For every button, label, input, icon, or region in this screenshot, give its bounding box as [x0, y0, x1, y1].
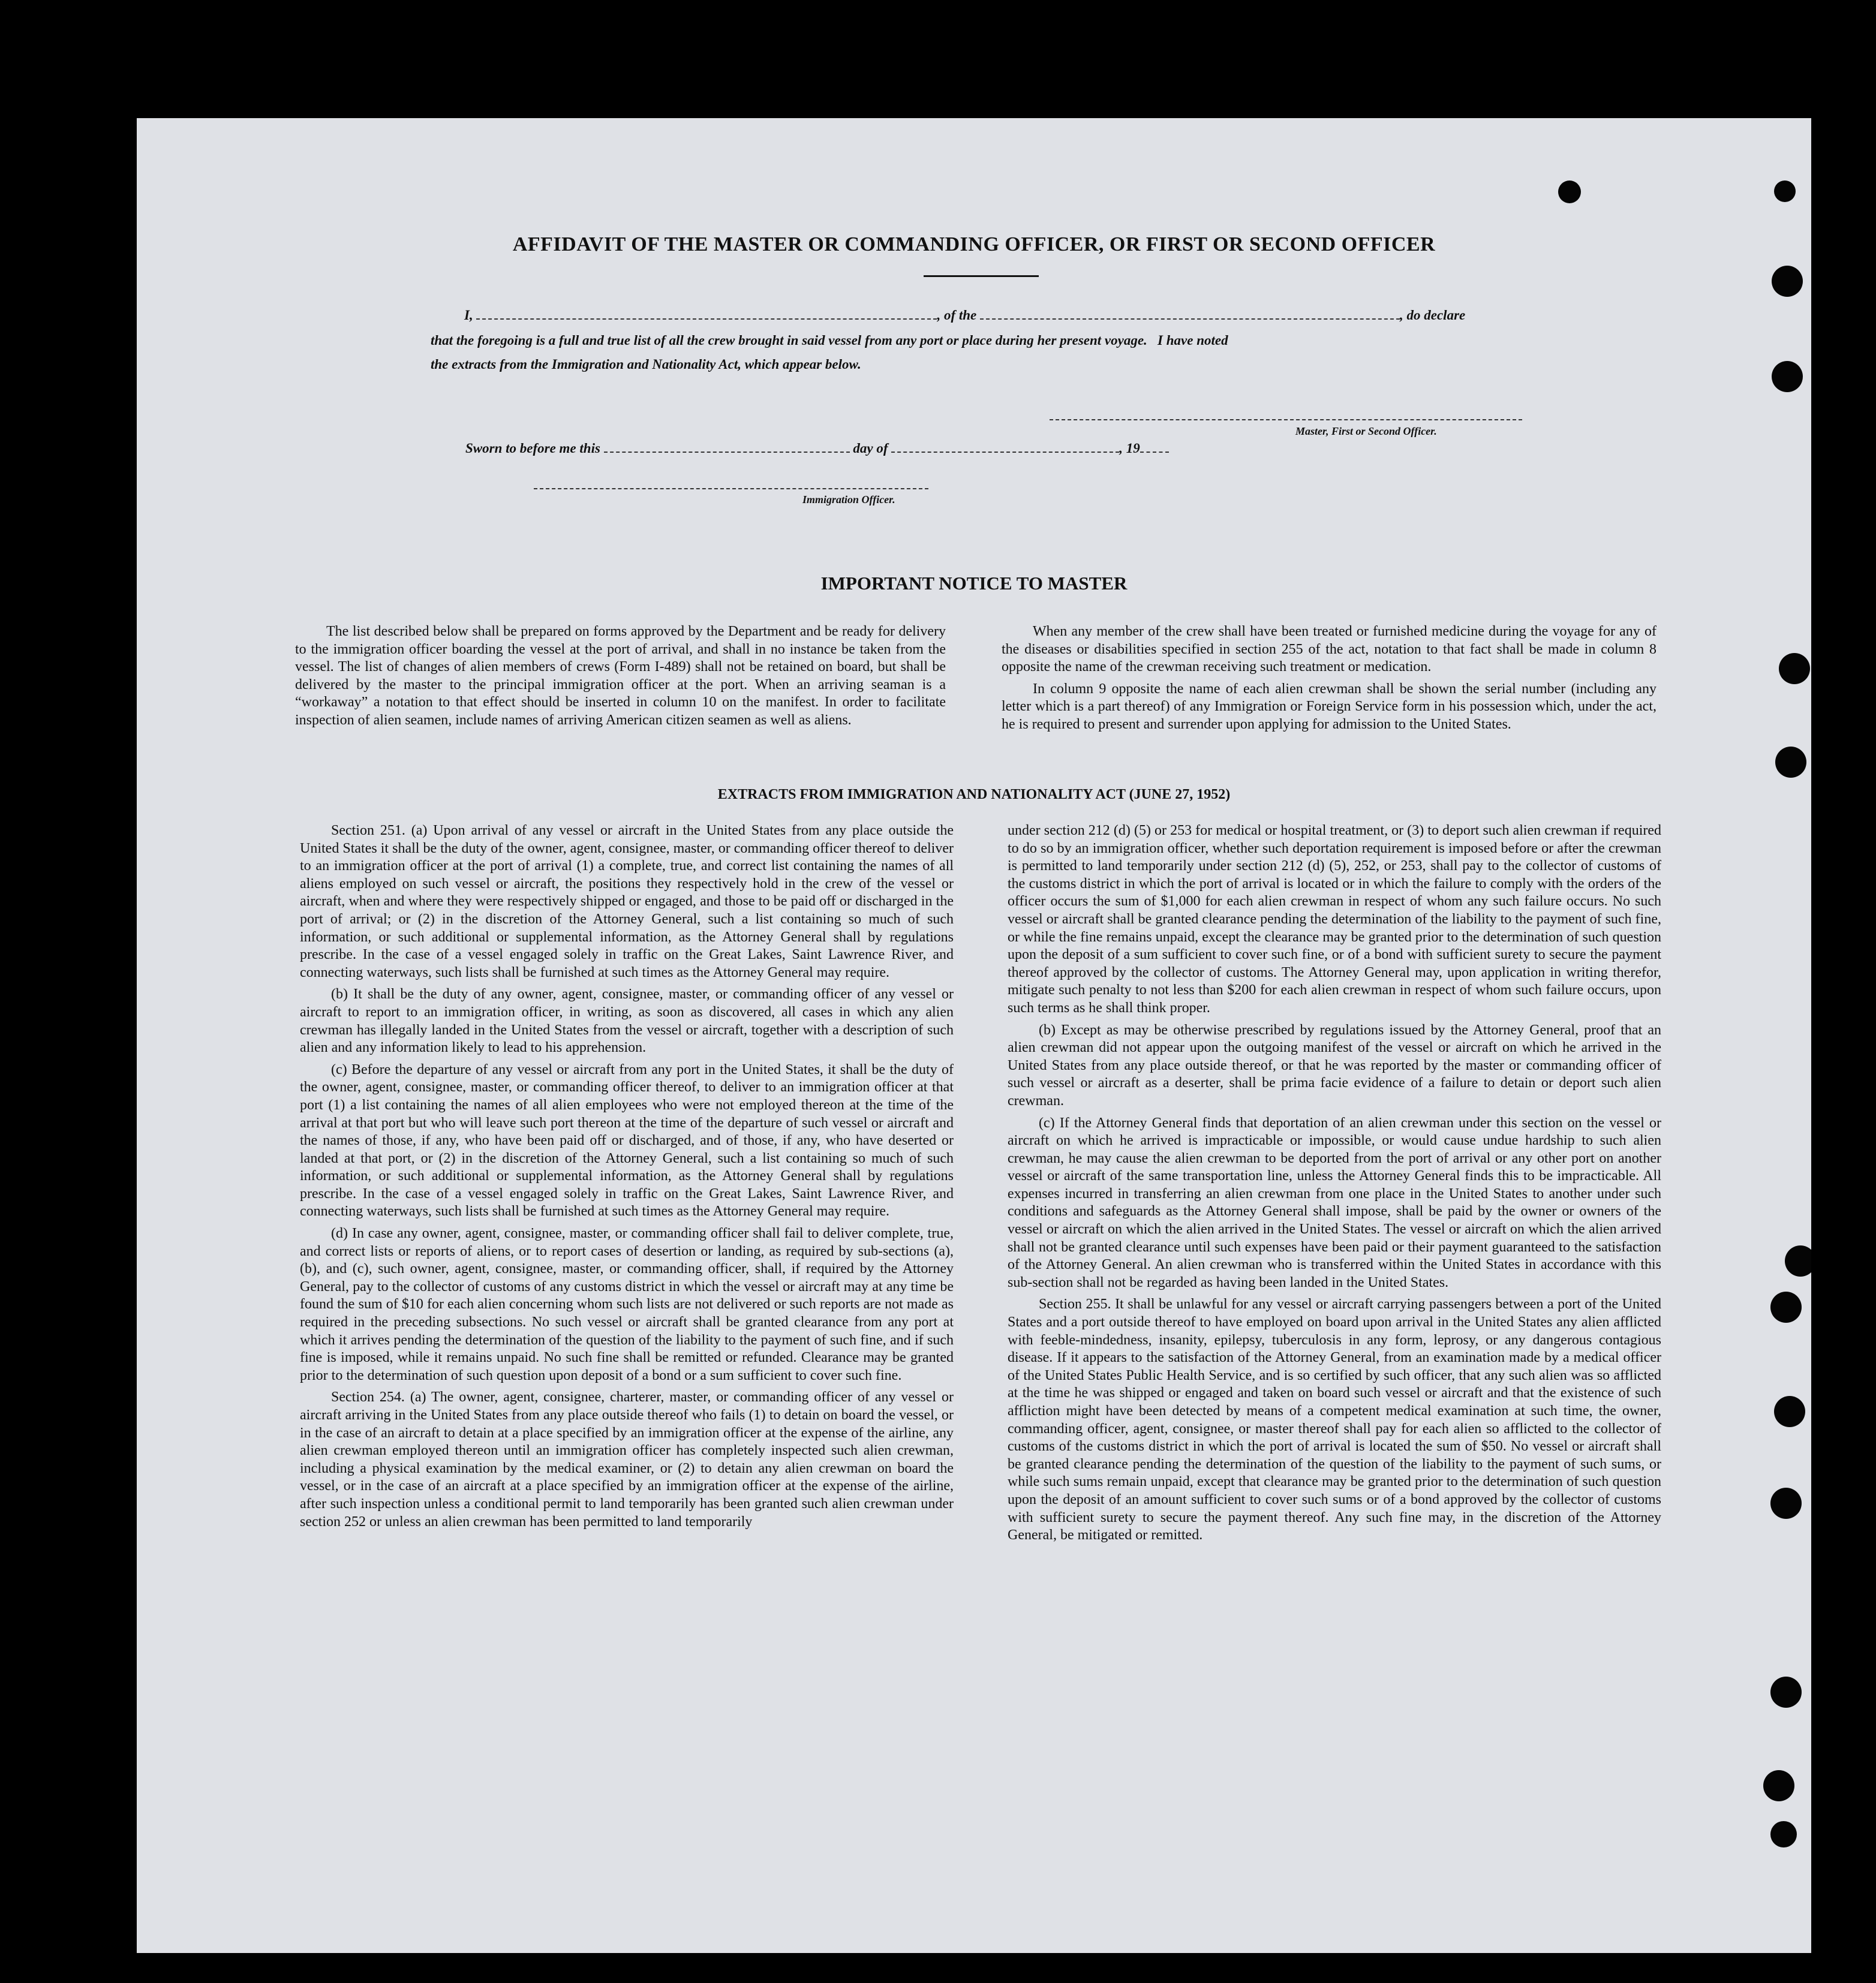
notice-right-column	[1002, 623, 1656, 738]
section-251-a: Section 251. (a) Upon arrival of any vessel or aircraft in the United States from any place outside the United States it shall be the duty of the owner, agent, consignee, master, or commanding officer thereof to deliver to an immigration officer at the port of arrival (1) a complete, true, and correct list containing the names of all aliens employed on such vessel or aircraft, the positions they respectively hold in the crew of the vessel or aircraft, when and where they were respectively shipped or engaged, and those to be paid off or discharged in the port of arrival; or (2) in the discretion of the Attorney General, such a list containing so much of such information, or such additional or supplemental information, as the Attorney General shall by regulations prescribe. In the case of a vessel engaged solely in traffic on the Great Lakes, Saint Lawrence River, and connecting waterways, such lists shall be furnished at such times as the Attorney General may require.	[300, 823, 954, 980]
punch-hole	[1763, 1770, 1794, 1801]
punch-hole	[1772, 361, 1803, 392]
document-page	[137, 118, 1811, 1953]
name-blank	[476, 310, 937, 320]
punch-hole	[1774, 1396, 1805, 1427]
sworn-day-blank	[604, 443, 850, 453]
section-254-b: (b) Except as may be otherwise prescribed by regulations issued by the Attorney General, proof that an alien crewman did not appear upon the outgoing manifest of the vessel or aircraft on which he arrived in the United States from any place outside thereof, or that he was reported by the master or commanding officer of such vessel or aircraft as a deserter, shall be prima facie evidence of a failure to detain or deport such alien crewman.	[1008, 1022, 1661, 1109]
punch-hole	[1785, 1245, 1811, 1277]
punch-hole	[1770, 1488, 1802, 1519]
extracts-title: EXTRACTS FROM IMMIGRATION AND NATIONALITY ACT (JUNE 27, 1952)	[717, 787, 1231, 802]
section-251-d: (d) In case any owner, agent, consignee, master, or commanding officer shall fail to deliver complete, true, and correct lists or reports of aliens, or to report cases of desertion or landing, as required by sub-sections (a), (b), and (c), such owner, agent, consignee, master, or commanding officer, shall, if required by the Attorney General, pay to the collector of customs of any customs district in which the vessel or aircraft may at any time be found the sum of $10 for each alien concerning whom such lists are not delivered or such reports are not made as required in the preceding subsections. No such vessel or aircraft shall be granted clearance from any port at which it arrives pending the determination of the question of the liability to the payment of such fine, and if such fine is imposed, while it remains unpaid. No such fine shall be remitted or refunded. Clearance may be granted prior to the determination of such question upon deposit of a bond or a sum sufficient to cover such fine.	[300, 1226, 954, 1383]
punch-hole	[1770, 1292, 1802, 1323]
immigration-officer-label: Immigration Officer.	[802, 494, 895, 505]
sworn-line	[465, 441, 1169, 456]
notice-right-paragraph-2: In column 9 opposite the name of each alien crewman shall be shown the serial number (including any letter which is a part thereof) of any Immigration or Foreign Service form in his possession which, under the act, he is required to present and surrender upon applying for admission to the United States.	[1002, 681, 1656, 732]
declaration-line-3: the extracts from the Immigration and Nationality Act, which appear below.	[431, 357, 861, 372]
day-of-text: day of	[853, 441, 888, 456]
punch-hole	[1772, 266, 1803, 297]
punch-hole	[1779, 653, 1810, 684]
declaration-line-1	[464, 308, 1465, 323]
declaration-i: I,	[464, 308, 473, 323]
declaration-line-2: that the foregoing is a full and true list of all the crew brought in said vessel from any port or place during her present voyage. I have noted	[431, 333, 1228, 348]
vessel-blank	[980, 310, 1400, 320]
section-254-a-continued: under section 212 (d) (5) or 253 for medical or hospital treatment, or (3) to deport such alien crewman if required to do so by an immigration officer, whether such deportation requirement is imposed before or after the crewman is permitted to land temporarily under section 212 (d) (5), 252, or 253, shall pay to the collector of customs of the customs district in which the port of arrival is located or in which the failure to comply with the orders of the officer occurs the sum of $1,000 for each alien crewman in respect of whom any such failure occurs. No such vessel or aircraft shall be granted clearance pending the determination of the liability to the payment of such fine, or while the fine remains unpaid, except the clearance may be granted prior to the determination of such question upon the deposit of a sum sufficient to cover such fine, or of a bond with sufficient surety to secure the payment thereof approved by the collector of customs. The Attorney General may, upon application in writing therefor, mitigate such penalty to not less than $200 for each alien crewman in respect of whom such failure occurs, upon such terms as he shall think proper.	[1008, 823, 1661, 1016]
sworn-month-blank	[891, 443, 1119, 453]
extracts-right-column	[1008, 822, 1661, 1549]
master-signature-line	[1050, 419, 1522, 420]
declaration-of-the: , of the	[937, 308, 977, 323]
section-251-c: (c) Before the departure of any vessel or aircraft from any port in the United States, it shall be the duty of the owner, agent, consignee, master, or commanding officer thereof, to deliver to an immigration officer at that port (1) a list containing the names of all alien employees who were not employed thereon at the time of the arrival at that port but who will leave such port thereon at the time of the departure of such vessel or aircraft and the names of those, if any, who have been paid off or discharged, and of those, if any, who have deserted or landed at that port, or (2) in the discretion of the Attorney General, such a list containing so much of such information, or such additional or supplemental information, as the Attorney General shall by regulations prescribe. In the case of a vessel engaged solely in traffic on the Great Lakes, Saint Lawrence River, and connecting waterways, such lists shall be furnished at such times as the Attorney General may require.	[300, 1061, 954, 1220]
notice-left-column	[295, 623, 946, 734]
extracts-left-column	[300, 822, 954, 1535]
sworn-text: Sworn to before me this	[465, 441, 600, 456]
punch-hole	[1558, 180, 1581, 203]
section-254-c: (c) If the Attorney General finds that deportation of an alien crewman under this section on the vessel or aircraft on which he arrived is impracticable or impossible, or would cause undue hardship to such alien crewman, he may cause the alien crewman to be deported from the port of arrival or any other port on another vessel or aircraft of the same transportation line, unless the Attorney General finds this to be impracticable. All expenses incurred in transferring an alien crewman from one place in the United States to another under such conditions and safeguards as the Attorney General shall impose, shall be paid by the owner or owners of the vessel or aircraft on which the alien arrived in the United States. The vessel or aircraft on which the alien arrived shall not be granted clearance until such expenses have been paid or their payment guaranteed to the satisfaction of the Attorney General. An alien crewman who is transferred within the United States in accordance with this sub-section shall not be regarded as having been landed in the United States.	[1008, 1115, 1661, 1290]
notice-title: IMPORTANT NOTICE TO MASTER	[820, 573, 1128, 594]
punch-hole	[1770, 1677, 1802, 1708]
section-254-a: Section 254. (a) The owner, agent, consignee, charterer, master, or commanding officer of any vessel or aircraft arriving in the United States from any place outside thereof who fails (1) to detain on board the vessel, or in the case of an aircraft to detain at a place specified by an immigration officer at the expense of the airline, any alien crewman employed thereon until an immigration officer has completely inspected such alien crewman, including a physical examination by the medical examiner, or (2) to detain any alien crewman on board the vessel, or in the case of an aircraft at a place specified by an immigration officer at the expense of the airline, after such inspection unless a conditional permit to land temporarily has been granted such alien crewman under section 252 or unless an alien crewman has been permitted to land temporarily	[300, 1389, 954, 1530]
master-signature-label: Master, First or Second Officer.	[1295, 425, 1437, 437]
punch-hole	[1770, 1821, 1797, 1847]
punch-hole	[1775, 747, 1806, 778]
notice-left-paragraph: The list described below shall be prepared on forms approved by the Department and be ready for delivery to the immigration officer boarding the vessel at the port of arrival, and shall in no instance be taken from the vessel. The list of changes of alien members of crews (Form I-489) shall not be retained on board, but shall be delivered by the master to the principal immigration officer at the port. When an arriving seaman is a “workaway” a notation to that effect should be inserted in column 10 on the manifest. In order to facilitate inspection of alien seamen, include names of arriving American citizen seamen as well as aliens.	[295, 624, 946, 728]
section-251-b: (b) It shall be the duty of any owner, agent, consignee, master, or commanding officer of any vessel or aircraft to report to an immigration officer, in writing, as soon as discovered, all cases in which any alien crewman has illegally landed in the United States from the vessel or aircraft, together with a description of such alien and any information likely to lead to his apprehension.	[300, 986, 954, 1056]
affidavit-title: AFFIDAVIT OF THE MASTER OR COMMANDING OFFICER, OR FIRST OR SECOND OFFICER	[512, 233, 1436, 255]
declaration-declare: , do declare	[1400, 308, 1466, 323]
punch-hole	[1774, 180, 1796, 202]
section-255: Section 255. It shall be unlawful for any vessel or aircraft carrying passengers between a port of the United States and a port outside thereof to have employed on board upon arrival in the United States any alien afflicted with feeble-mindedness, insanity, epilepsy, tuberculosis in any form, leprosy, or any dangerous contagious disease. If it appears to the satisfaction of the Attorney General, from an examination made by a medical officer of the United States Public Health Service, and is so certified by such officer, that any such alien was so afflicted at the time he was shipped or engaged and taken on board such vessel or aircraft and that the existence of such affliction might have been detected by means of a competent medical examination at such time, the owner, commanding officer, agent, consignee, or master thereof shall pay for each alien so afflicted to the collector of customs of the customs district in which the port of arrival is located the sum of $50. No vessel or aircraft shall be granted clearance pending the determination of the question of the liability to the payment of such sums, or while such sums remain unpaid, except that clearance may be granted prior to the determination of such question upon the deposit of an amount sufficient to cover such sums or of a bond approved by the collector of customs with sufficient surety to secure the payment thereof. Any such fine may, in the discretion of the Attorney General, be mitigated or remitted.	[1008, 1296, 1661, 1543]
immigration-officer-signature-line	[534, 488, 928, 489]
year-blank	[1140, 443, 1169, 453]
title-divider	[924, 275, 1039, 277]
notice-right-paragraph-1: When any member of the crew shall have been treated or furnished medicine during the voyage for any of the diseases or disabilities specified in section 255 of the act, notation to that fact shall be made in column 8 opposite the name of the crewman receiving such treatment or medication.	[1002, 624, 1656, 675]
year-text: , 19	[1119, 441, 1140, 456]
